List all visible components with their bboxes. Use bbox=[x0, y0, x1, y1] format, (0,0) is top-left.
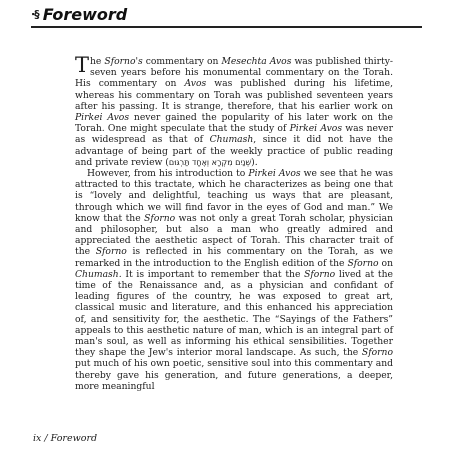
text-run: . It is important to remember that the bbox=[118, 268, 305, 280]
header-rule bbox=[31, 26, 422, 28]
body-text bbox=[75, 53, 394, 392]
text-run: ). bbox=[251, 156, 258, 168]
page-title: Foreword bbox=[42, 4, 128, 24]
italic-term: Pirkei Avos bbox=[289, 123, 343, 135]
drop-cap: T bbox=[75, 53, 90, 77]
italic-term: Sforno bbox=[304, 268, 336, 280]
text-run: he bbox=[90, 56, 105, 67]
text-run: , since it did not have the advantage of being part of the weekly practice of public reading and private review ( bbox=[75, 134, 393, 168]
hebrew-phrase: שְׁנַיִם מִקְרָא וְאֶחָד תַּרְגּוּם bbox=[168, 157, 252, 167]
text-run: never gained the popularity of his later work on the Torah. One might speculate that the study of bbox=[75, 112, 393, 135]
italic-term: Sforno bbox=[347, 257, 379, 269]
text-run: commentary on bbox=[142, 56, 222, 67]
italic-term: Sforno's bbox=[104, 56, 143, 67]
text-run: we see that he was attracted to this tractate, which he characterizes as being one that is “lovely and delightful, teaching us ways that are pleasant, through which we will find favor in the eyes of God and man.” We know that the bbox=[75, 168, 394, 224]
italic-term: Pirkei Avos bbox=[75, 112, 130, 124]
text-run: was never as widespread as that of bbox=[75, 123, 393, 146]
text-run: on bbox=[378, 257, 393, 269]
italic-term: Sforno bbox=[95, 246, 127, 258]
text-run: was not only a great Torah scholar, physician and philosopher, but also a man who greatly admired and appreciated the aesthetic aspect of Torah. This character trait of the bbox=[75, 212, 393, 258]
page-footer: ix / Foreword bbox=[33, 433, 98, 444]
italic-term: Avos bbox=[184, 78, 207, 90]
italic-term: Sforno bbox=[144, 212, 176, 224]
italic-term: Sforno bbox=[361, 347, 393, 359]
paragraph-2 bbox=[75, 168, 393, 392]
text-run: However, from his introduction to bbox=[87, 168, 249, 180]
text-run: was published thirty-seven years before his monumental commentary on the Torah. His commentary on bbox=[75, 56, 393, 90]
header-ornament-icon: ∙§ bbox=[31, 7, 39, 21]
paragraph-1 bbox=[75, 53, 393, 168]
text-run: was published during his lifetime, whereas his commentary on Torah was published seventeen years after his passing. It is strange, therefore, that his earlier work on bbox=[75, 78, 393, 112]
text-run: lived at the time of the Renaissance and, as a physician and confidant of leading figures of the country, he was exposed to great art, classical music and literature, and this enhanced his appreciation of, and sensitivity for, the aesthetic. The “Sayings of the Fathers” appeals to this aesthetic nature of man, which is an integral part of man's soul, as well as informing his ethical sensibilities. Together they shape the Jew's interior moral landscape. As such, the bbox=[75, 268, 393, 359]
italic-term: Pirkei Avos bbox=[248, 168, 301, 180]
italic-term: Chumash bbox=[75, 268, 119, 280]
text-run: is reflected in his commentary on the Torah, as we remarked in the introduction to the English edition of the bbox=[75, 246, 393, 269]
italic-term: Mesechta Avos bbox=[221, 56, 292, 67]
running-header bbox=[31, 4, 127, 24]
italic-term: Chumash bbox=[209, 134, 254, 146]
text-run: put much of his own poetic, sensitive soul into this commentary and thereby gave his generation, and future generations, a deeper, more meaningful bbox=[75, 358, 393, 392]
